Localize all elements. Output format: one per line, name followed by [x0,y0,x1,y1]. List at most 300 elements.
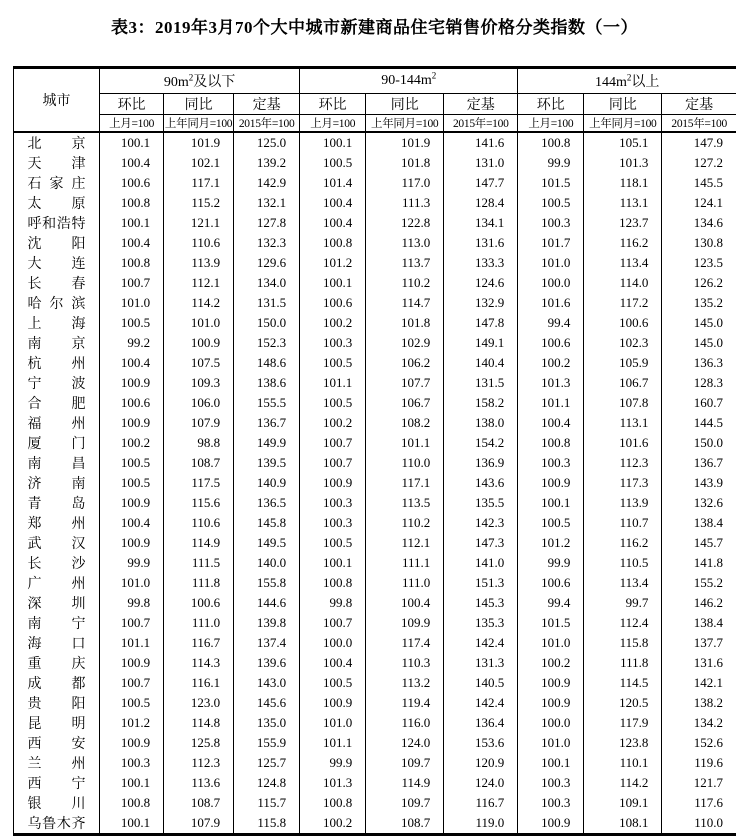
value-cell: 145.7 [662,533,736,553]
value-cell: 106.7 [366,393,444,413]
city-cell [14,473,100,493]
city-name: 大连 [27,257,86,272]
group-label-suffix: 及以下 [193,75,236,90]
value-cell: 131.3 [444,653,518,673]
table-row [14,173,737,193]
value-cell: 110.2 [366,513,444,533]
value-cell: 100.9 [100,373,164,393]
value-cell: 100.3 [518,773,584,793]
value-cell: 102.3 [584,333,662,353]
value-cell: 149.1 [444,333,518,353]
value-cell: 100.5 [518,193,584,213]
value-cell: 119.6 [662,753,736,773]
value-cell: 116.0 [366,713,444,733]
value-cell: 114.2 [584,773,662,793]
value-cell: 111.8 [584,653,662,673]
value-cell: 138.0 [444,413,518,433]
value-cell: 100.7 [300,433,366,453]
city-cell [14,353,100,373]
value-cell: 105.1 [584,132,662,153]
value-cell: 112.3 [584,453,662,473]
value-cell: 142.4 [444,633,518,653]
value-cell: 113.9 [164,253,234,273]
value-cell: 145.0 [662,313,736,333]
table-row [14,593,737,613]
value-cell: 143.0 [234,673,300,693]
value-cell: 99.9 [518,153,584,173]
table-row [14,713,737,733]
base-header-prev-year: 上年同月=100 [164,115,234,133]
city-cell [14,132,100,153]
city-cell [14,653,100,673]
group-label: 90-144m [381,73,432,88]
value-cell: 132.9 [444,293,518,313]
table-row [14,433,737,453]
value-cell: 142.3 [444,513,518,533]
value-cell: 101.0 [100,293,164,313]
base-header-2015: 2015年=100 [444,115,518,133]
value-cell: 100.4 [100,153,164,173]
value-cell: 125.8 [164,733,234,753]
value-cell: 100.6 [100,393,164,413]
value-cell: 100.1 [100,773,164,793]
value-cell: 101.0 [518,253,584,273]
city-name: 银川 [27,797,86,812]
city-cell [14,713,100,733]
value-cell: 100.2 [300,313,366,333]
value-cell: 108.1 [584,813,662,835]
value-cell: 139.8 [234,613,300,633]
table-row [14,473,737,493]
value-cell: 139.2 [234,153,300,173]
value-cell: 100.8 [518,132,584,153]
group-header-90-144 [300,68,518,94]
city-cell [14,633,100,653]
value-cell: 127.2 [662,153,736,173]
city-name: 西安 [27,737,86,752]
value-cell: 100.7 [100,613,164,633]
value-cell: 114.3 [164,653,234,673]
value-cell: 113.2 [366,673,444,693]
city-cell [14,773,100,793]
value-cell: 100.4 [100,513,164,533]
value-cell: 136.5 [234,493,300,513]
table-row [14,533,737,553]
value-cell: 100.5 [100,313,164,333]
value-cell: 110.6 [164,233,234,253]
value-cell: 101.1 [300,373,366,393]
table-row [14,773,737,793]
value-cell: 100.7 [300,613,366,633]
value-cell: 102.9 [366,333,444,353]
value-cell: 152.3 [234,333,300,353]
value-cell: 99.9 [300,753,366,773]
city-cell [14,513,100,533]
value-cell: 100.0 [518,273,584,293]
value-cell: 110.1 [584,753,662,773]
value-cell: 134.2 [662,713,736,733]
table-row [14,373,737,393]
value-cell: 112.4 [584,613,662,633]
value-cell: 114.2 [164,293,234,313]
value-cell: 110.7 [584,513,662,533]
table-row [14,333,737,353]
value-cell: 110.3 [366,653,444,673]
value-cell: 101.0 [518,733,584,753]
value-cell: 100.2 [518,353,584,373]
value-cell: 100.8 [300,573,366,593]
value-cell: 106.7 [584,373,662,393]
table-row [14,633,737,653]
table-row [14,613,737,633]
value-cell: 110.0 [366,453,444,473]
city-cell [14,393,100,413]
value-cell: 115.8 [584,633,662,653]
value-cell: 100.1 [100,213,164,233]
city-name: 宁波 [27,377,86,392]
value-cell: 106.0 [164,393,234,413]
city-column-header: 城市 [14,68,100,133]
value-cell: 150.0 [662,433,736,453]
value-cell: 101.9 [366,132,444,153]
table-row [14,653,737,673]
city-cell [14,493,100,513]
value-cell: 112.1 [366,533,444,553]
metric-header-mom: 环比 [100,94,164,115]
city-cell [14,573,100,593]
value-cell: 101.0 [100,573,164,593]
value-cell: 117.1 [164,173,234,193]
city-cell [14,273,100,293]
value-cell: 100.6 [518,333,584,353]
value-cell: 117.9 [584,713,662,733]
value-cell: 125.7 [234,753,300,773]
header-base-row [14,115,737,133]
city-cell [14,593,100,613]
value-cell: 134.1 [444,213,518,233]
value-cell: 108.7 [164,453,234,473]
value-cell: 100.7 [300,453,366,473]
value-cell: 100.9 [100,653,164,673]
value-cell: 105.9 [584,353,662,373]
value-cell: 155.5 [234,393,300,413]
value-cell: 101.5 [518,613,584,633]
table-row [14,153,737,173]
value-cell: 100.1 [518,493,584,513]
value-cell: 136.7 [234,413,300,433]
value-cell: 143.9 [662,473,736,493]
value-cell: 128.4 [444,193,518,213]
value-cell: 107.8 [584,393,662,413]
value-cell: 113.4 [584,573,662,593]
value-cell: 99.2 [100,333,164,353]
city-name: 沈阳 [27,237,86,252]
value-cell: 127.8 [234,213,300,233]
value-cell: 101.2 [518,533,584,553]
value-cell: 101.7 [518,233,584,253]
value-cell: 153.6 [444,733,518,753]
value-cell: 99.8 [100,593,164,613]
value-cell: 116.2 [584,233,662,253]
city-cell [14,173,100,193]
value-cell: 111.3 [366,193,444,213]
city-cell [14,693,100,713]
table-row [14,313,737,333]
value-cell: 100.9 [100,493,164,513]
value-cell: 141.8 [662,553,736,573]
value-cell: 147.3 [444,533,518,553]
value-cell: 155.2 [662,573,736,593]
value-cell: 122.8 [366,213,444,233]
value-cell: 147.9 [662,132,736,153]
value-cell: 131.5 [444,373,518,393]
value-cell: 131.0 [444,153,518,173]
value-cell: 131.6 [662,653,736,673]
city-name: 济南 [27,477,86,492]
price-index-table [13,66,736,836]
value-cell: 100.4 [300,653,366,673]
city-name: 石家庄 [27,177,86,192]
value-cell: 99.9 [518,553,584,573]
value-cell: 145.8 [234,513,300,533]
value-cell: 100.8 [100,253,164,273]
value-cell: 155.9 [234,733,300,753]
value-cell: 110.6 [164,513,234,533]
city-cell [14,673,100,693]
city-cell [14,613,100,633]
value-cell: 149.9 [234,433,300,453]
value-cell: 116.2 [584,533,662,553]
table-row [14,513,737,533]
city-name: 上海 [27,317,86,332]
table-row [14,553,737,573]
value-cell: 100.8 [100,193,164,213]
value-cell: 117.6 [662,793,736,813]
value-cell: 142.1 [662,673,736,693]
value-cell: 117.4 [366,633,444,653]
value-cell: 118.1 [584,173,662,193]
city-cell [14,793,100,813]
group-label: 144m [594,75,627,90]
city-cell [14,293,100,313]
value-cell: 100.4 [366,593,444,613]
value-cell: 121.7 [662,773,736,793]
value-cell: 100.9 [100,733,164,753]
value-cell: 100.1 [518,753,584,773]
value-cell: 101.0 [164,313,234,333]
city-name: 呼和浩特 [27,217,86,232]
value-cell: 100.7 [100,273,164,293]
value-cell: 152.6 [662,733,736,753]
value-cell: 131.6 [444,233,518,253]
value-cell: 107.9 [164,813,234,835]
city-cell [14,753,100,773]
city-name: 杭州 [27,357,86,372]
superscript: 2 [188,72,194,83]
table-row [14,573,737,593]
value-cell: 100.1 [300,273,366,293]
city-cell [14,533,100,553]
city-name: 太原 [27,197,86,212]
value-cell: 100.7 [100,673,164,693]
value-cell: 145.6 [234,693,300,713]
base-header-prev-month: 上月=100 [518,115,584,133]
city-name: 厦门 [27,437,86,452]
value-cell: 99.4 [518,313,584,333]
superscript: 2 [431,70,437,81]
city-cell [14,153,100,173]
city-cell [14,813,100,835]
table-row [14,233,737,253]
value-cell: 100.5 [300,673,366,693]
table-header [14,68,737,133]
value-cell: 100.2 [100,433,164,453]
value-cell: 111.1 [366,553,444,573]
value-cell: 158.2 [444,393,518,413]
value-cell: 111.5 [164,553,234,573]
value-cell: 100.6 [164,593,234,613]
table-row [14,493,737,513]
value-cell: 101.0 [518,633,584,653]
city-cell [14,193,100,213]
value-cell: 100.6 [518,573,584,593]
metric-header-mom: 环比 [300,94,366,115]
value-cell: 100.9 [100,413,164,433]
value-cell: 144.6 [234,593,300,613]
group-header-90-and-below [100,68,300,94]
value-cell: 107.9 [164,413,234,433]
value-cell: 130.8 [662,233,736,253]
table-row [14,273,737,293]
value-cell: 100.5 [100,453,164,473]
value-cell: 117.2 [584,293,662,313]
value-cell: 114.8 [164,713,234,733]
value-cell: 119.0 [444,813,518,835]
value-cell: 101.3 [518,373,584,393]
value-cell: 123.8 [584,733,662,753]
city-cell [14,733,100,753]
table-row [14,793,737,813]
value-cell: 146.2 [662,593,736,613]
value-cell: 124.1 [662,193,736,213]
value-cell: 135.0 [234,713,300,733]
value-cell: 112.1 [164,273,234,293]
header-group-row [14,68,737,94]
metric-header-yoy: 同比 [584,94,662,115]
value-cell: 133.3 [444,253,518,273]
value-cell: 137.4 [234,633,300,653]
value-cell: 139.5 [234,453,300,473]
value-cell: 100.1 [100,813,164,835]
value-cell: 119.4 [366,693,444,713]
value-cell: 132.3 [234,233,300,253]
value-cell: 101.1 [366,433,444,453]
value-cell: 100.0 [300,633,366,653]
value-cell: 154.2 [444,433,518,453]
value-cell: 99.9 [100,553,164,573]
value-cell: 100.3 [100,753,164,773]
value-cell: 117.5 [164,473,234,493]
city-name: 青岛 [27,497,86,512]
value-cell: 148.6 [234,353,300,373]
value-cell: 140.4 [444,353,518,373]
city-name: 广州 [27,577,86,592]
city-name: 南京 [27,337,86,352]
table-row [14,453,737,473]
value-cell: 100.4 [100,353,164,373]
page-title: 表3：2019年3月70个大中城市新建商品住宅销售价格分类指数（一） [111,18,638,37]
city-name: 贵阳 [27,697,86,712]
value-cell: 101.8 [366,313,444,333]
value-cell: 100.9 [164,333,234,353]
group-label: 90m [163,75,189,90]
value-cell: 101.0 [300,713,366,733]
value-cell: 135.5 [444,493,518,513]
value-cell: 151.3 [444,573,518,593]
city-cell [14,213,100,233]
value-cell: 141.0 [444,553,518,573]
value-cell: 149.5 [234,533,300,553]
value-cell: 136.3 [662,353,736,373]
value-cell: 137.7 [662,633,736,653]
value-cell: 100.9 [518,473,584,493]
value-cell: 100.3 [518,793,584,813]
value-cell: 115.2 [164,193,234,213]
value-cell: 138.2 [662,693,736,713]
value-cell: 136.9 [444,453,518,473]
value-cell: 100.1 [300,132,366,153]
value-cell: 98.8 [164,433,234,453]
metric-header-fixed-base: 定基 [234,94,300,115]
value-cell: 140.5 [444,673,518,693]
city-name: 武汉 [27,537,86,552]
table-row [14,193,737,213]
city-cell [14,433,100,453]
value-cell: 100.5 [300,533,366,553]
value-cell: 100.5 [300,153,366,173]
value-cell: 143.6 [444,473,518,493]
city-name: 昆明 [27,717,86,732]
value-cell: 142.9 [234,173,300,193]
city-cell [14,373,100,393]
value-cell: 100.2 [518,653,584,673]
value-cell: 99.4 [518,593,584,613]
value-cell: 113.9 [584,493,662,513]
value-cell: 160.7 [662,393,736,413]
city-name: 长春 [27,277,86,292]
value-cell: 101.3 [300,773,366,793]
value-cell: 113.1 [584,413,662,433]
city-name: 南昌 [27,457,86,472]
value-cell: 100.9 [518,813,584,835]
value-cell: 101.1 [300,733,366,753]
value-cell: 100.5 [518,513,584,533]
value-cell: 120.9 [444,753,518,773]
city-cell [14,233,100,253]
value-cell: 125.0 [234,132,300,153]
metric-header-fixed-base: 定基 [662,94,736,115]
base-header-2015: 2015年=100 [662,115,736,133]
city-name: 哈尔滨 [27,297,86,312]
value-cell: 108.2 [366,413,444,433]
city-cell [14,333,100,353]
table-row [14,213,737,233]
value-cell: 101.6 [518,293,584,313]
value-cell: 145.3 [444,593,518,613]
value-cell: 129.6 [234,253,300,273]
value-cell: 124.6 [444,273,518,293]
city-name: 郑州 [27,517,86,532]
